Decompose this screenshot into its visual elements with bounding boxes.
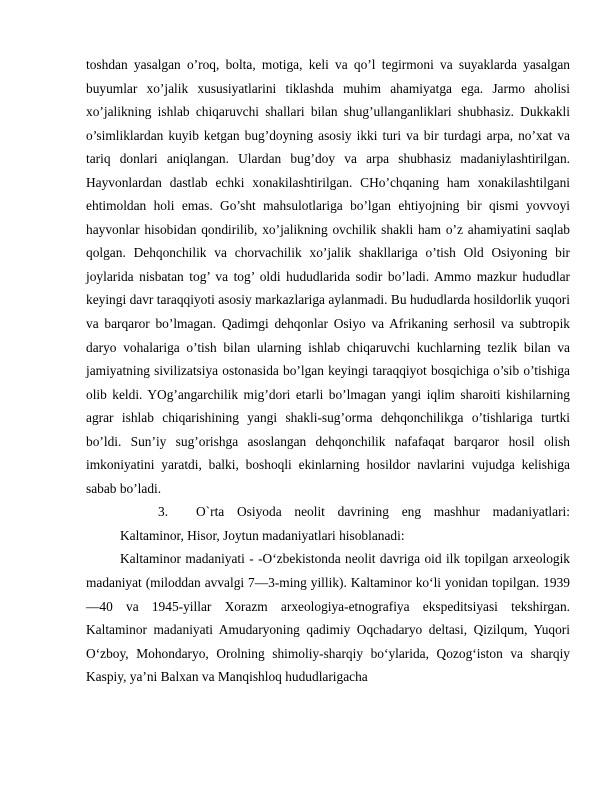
body-text (86, 53, 570, 689)
item-text: O`rta Osiyoda neolit davrining eng mashhur madaniyatlari: Kaltaminor, Hisor, Joytun madaniyatlari hisoblanadi: (120, 504, 570, 543)
paragraph-jarmo: toshdan yasalgan o’roq, bolta, motiga, keli va qo’l tegirmoni va suyaklarda yasalgan buyumlar xo’jalik xususiyatlarini tiklashda muhim ahamiyatga ega. Jarmo aholisi xo’jalikning ishlab chiqaruvchi shallari bilan shug’ullanganliklari shubhasiz. Dukkakli o’simliklardan kuyib ketgan bug’doyning asosiy ikki turi va bir turdagi arpa, no’xat va tariq donlari aniqlangan. Ulardan bug’doy va arpa shubhasiz madaniylashtirilgan. Hayvonlardan dastlab echki xonakilashtirilgan. CHo’chqaning ham xonakilashtilgani ehtimoldan holi emas. Go’sht mahsulotlariga bo’lgan ehtiyojning bir qismi yovvoyi hayvonlar hisobidan qondirilib, xo’jalikning ovchilik shakli ham o’z ahamiyatini saqlab qolgan. Dehqonchilik va chorvachilik xo’jalik shakllariga o’tish Old Osiyoning bir joylarida nisbatan tog’ va tog’ oldi hududlarida sodir bo’ladi. Ammo mazkur hududlar keyingi davr taraqqiyoti asosiy markazlariga aylanmadi. Bu hududlarda hosildorlik yuqori va barqaror bo’lmagan. Qadimgi dehqonlar Osiyo va Afrikaning serhosil va subtropik daryo vohalariga o’tish bilan ularning ishlab chiqaruvchi kuchlarning tezlik bilan va jamiyatning sivilizatsiya ostonasida bo’lgan keyingi taraqqiyot bosqichiga o’sib o’tishiga olib keldi. YOg’angarchilik mig’dori etarli bo’lmagan yangi iqlim sharoiti kishilarning agrar ishlab chiqarishining yangi shakli-sug’orma dehqonchilikga o’tishlariga turtki bo’ldi. Sun’iy sug’orishga asoslangan dehqonchilik nafafaqat barqaror hosil olish imkoniyatini yaratdi, balki, boshoqli ekinlarning hosildor navlarini vujudga kelishiga sabab bo’ladi. (86, 57, 570, 496)
item-number: 3. (158, 504, 169, 520)
paragraph-kaltaminor: Kaltaminor madaniyati - -O‘zbekistonda neolit davriga oid ilk topilgan arxeologik madaniyat (miloddan avvalgi 7—3-ming yillik). Kaltaminor ko‘li yonidan topilgan. 1939—40 va 1945-yillar Xorazm arxeologiya-etnografiya ekspeditsiyasi tekshirgan. Kaltaminor madaniyati Amudaryoning qadimiy Oqchadaryo deltasi, Qizilqum, Yuqori O‘zboy, Mohondaryo, Orolning shimoliy-sharqiy bo‘ylarida, Qozog‘iston va sharqiy Kaspiy, ya’ni Balxan va Manqishloq hududlarigacha (86, 551, 570, 685)
numbered-item-3 (86, 500, 570, 547)
